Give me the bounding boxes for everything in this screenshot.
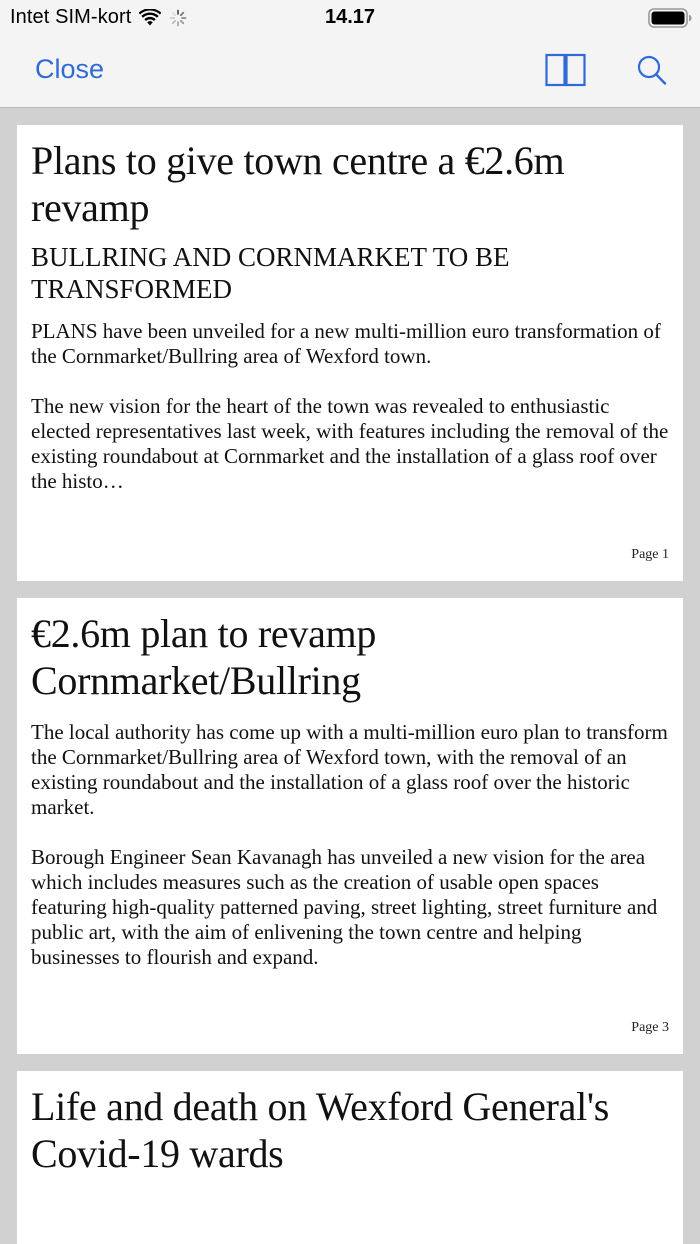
article-paragraph: PLANS have been unveiled for a new multi-million euro transformation of the Cornmarket/Bullring area of Wexford town. [31, 319, 661, 368]
battery-icon [648, 8, 692, 28]
page-label: Page 3 [631, 1020, 669, 1035]
article-paragraph: Borough Engineer Sean Kavanagh has unveiled a new vision for the area which includes measures such as the creation of usable open spaces featuring high-quality patterned paving, street lighting, street furniture and public art, with the aim of enlivening the town centre and helping businesses to flourish and expand. [31, 845, 658, 969]
status-bar [0, 0, 700, 38]
article-card[interactable] [17, 1071, 683, 1244]
article-paragraph: The new vision for the heart of the town was revealed to enthusiastic elected representatives last week, with features including the removal of the existing roundabout at Cornmarket and the installation of a glass roof over the histo… [31, 394, 669, 493]
status-time: 14.17 [324, 6, 376, 28]
columns-view-icon [545, 52, 587, 88]
carrier-label: Intet SIM-kort [10, 6, 132, 28]
article-title: €2.6m plan to revamp Cornmarket/Bullring [31, 611, 377, 703]
search-button[interactable] [635, 52, 669, 88]
article-card[interactable] [17, 598, 683, 1054]
article-list[interactable] [0, 109, 700, 1244]
columns-view-button[interactable] [545, 52, 587, 88]
article-paragraph: The local authority has come up with a multi-million euro plan to transform the Cornmarket/Bullring area of Wexford town, with the removal of an existing roundabout and the installation of a glass roof over the historic market. [31, 720, 668, 819]
article-card[interactable] [17, 125, 683, 581]
page-label: Page 1 [631, 547, 669, 562]
article-subtitle: BULLRING AND CORNMARKET TO BE TRANSFORMED [31, 242, 510, 304]
article-excerpt [31, 720, 669, 970]
article-title: Plans to give town centre a €2.6m revamp [31, 138, 565, 230]
navigation-bar [0, 38, 700, 108]
close-button[interactable]: Close [35, 54, 105, 84]
article-excerpt [31, 319, 669, 494]
search-icon [635, 52, 669, 88]
article-title: Life and death on Wexford General's Covid-19 wards [31, 1084, 610, 1176]
